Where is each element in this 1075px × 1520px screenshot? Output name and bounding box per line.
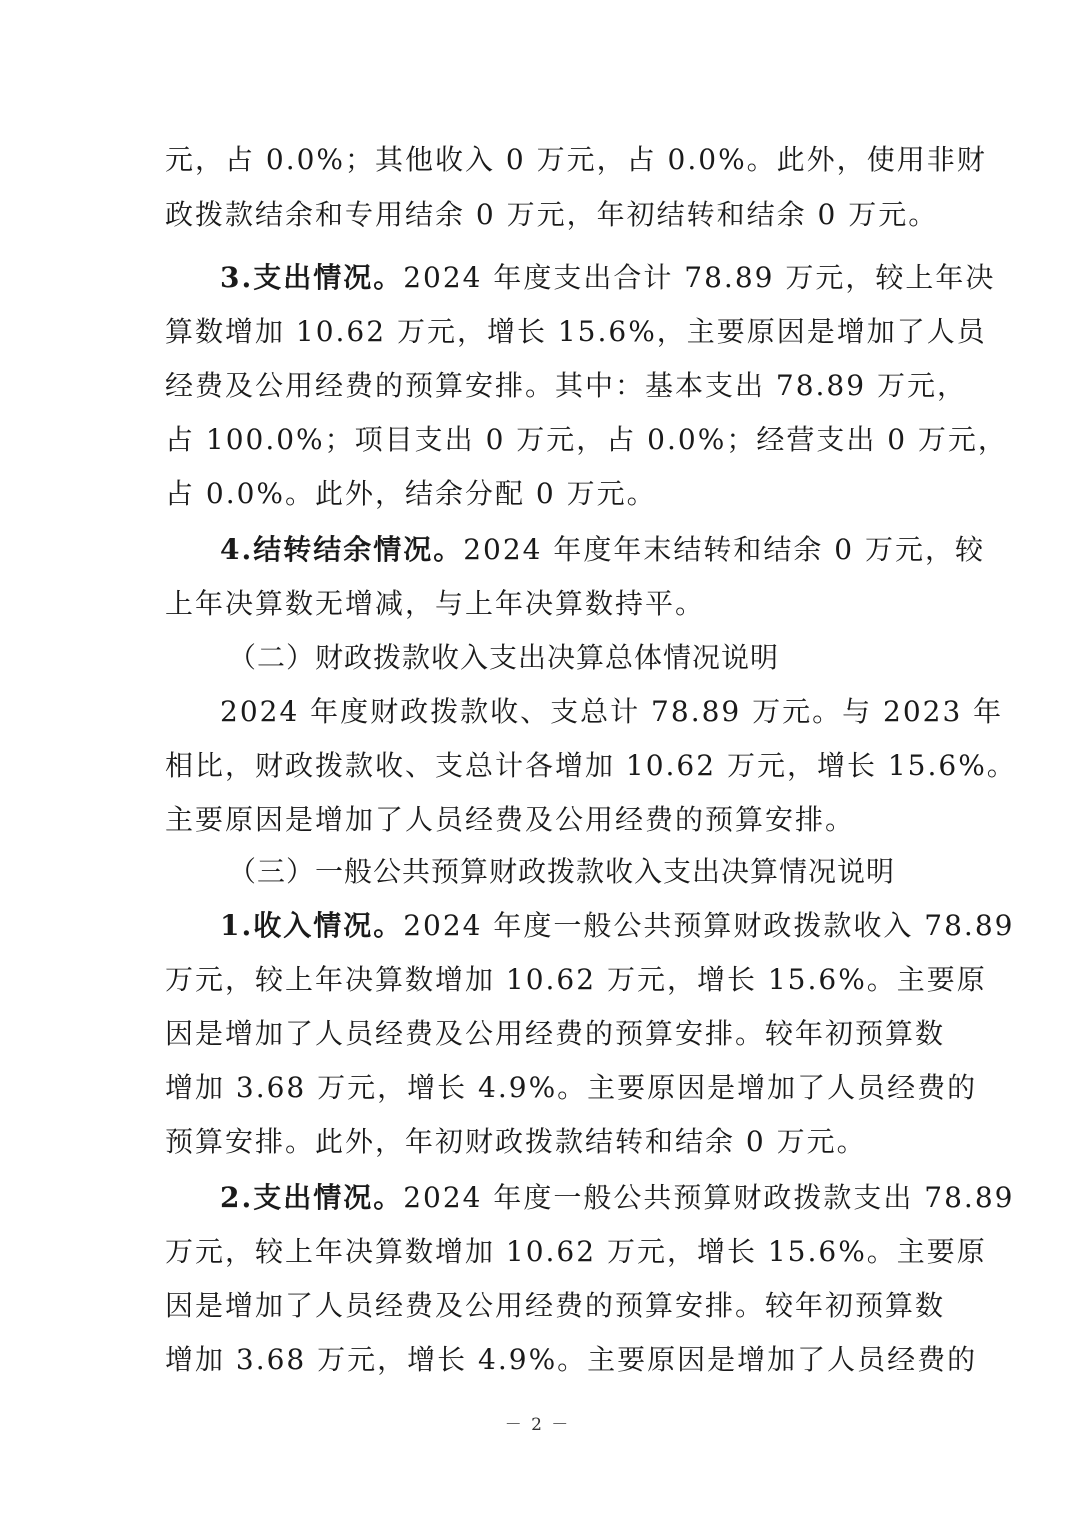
section-heading-2: （二）财政拨款收入支出决算总体情况说明	[228, 641, 780, 674]
text-line: 增加 3.68 万元，增长 4.9%。主要原因是增加了人员经费的	[165, 1343, 978, 1376]
text-line: 政拨款结余和专用结余 0 万元，年初结转和结余 0 万元。	[165, 198, 939, 231]
paragraph-first-line	[220, 258, 995, 298]
text-line: 万元，较上年决算数增加 10.62 万元，增长 15.6%。主要原	[165, 1235, 987, 1268]
text-line: 元，占 0.0%；其他收入 0 万元，占 0.0%。此外，使用非财	[165, 143, 987, 176]
text-line: 2024 年度财政拨款收、支总计 78.89 万元。与 2023 年	[220, 695, 1004, 728]
text-line: 因是增加了人员经费及公用经费的预算安排。较年初预算数	[165, 1289, 946, 1322]
paragraph-first-line	[220, 906, 1014, 946]
text-line: 万元，较上年决算数增加 10.62 万元，增长 15.6%。主要原	[165, 963, 987, 996]
section-heading-expenditure: 3.支出情况。	[220, 261, 404, 294]
section-heading-carryover: 4.结转结余情况。	[220, 533, 464, 566]
text-line: 占 0.0%。此外，结余分配 0 万元。	[165, 477, 657, 510]
section-heading-income: 1.收入情况。	[220, 909, 404, 942]
text-line: 算数增加 10.62 万元，增长 15.6%，主要原因是增加了人员	[165, 315, 987, 348]
text-line: 上年决算数无增减，与上年决算数持平。	[165, 587, 706, 620]
page-number: － 2 －	[504, 1415, 571, 1435]
paragraph-first-line	[220, 1178, 1014, 1218]
text-line: 占 100.0%；项目支出 0 万元，占 0.0%；经营支出 0 万元，	[165, 423, 1008, 456]
text-run: 2024 年度支出合计 78.89 万元，较上年决	[403, 261, 996, 294]
text-run: 2024 年度一般公共预算财政拨款收入 78.89	[403, 909, 1015, 942]
text-line: 预算安排。此外，年初财政拨款结转和结余 0 万元。	[165, 1125, 867, 1158]
text-line: 经费及公用经费的预算安排。其中：基本支出 78.89 万元，	[165, 369, 967, 402]
text-line: 增加 3.68 万元，增长 4.9%。主要原因是增加了人员经费的	[165, 1071, 978, 1104]
paragraph-first-line	[220, 530, 985, 570]
text-line: 主要原因是增加了人员经费及公用经费的预算安排。	[165, 803, 856, 836]
text-run: 2024 年度年末结转和结余 0 万元，较	[463, 533, 986, 566]
text-run: 2024 年度一般公共预算财政拨款支出 78.89	[403, 1181, 1015, 1214]
text-line: 相比，财政拨款收、支总计各增加 10.62 万元，增长 15.6%。	[165, 749, 1017, 782]
text-line: 因是增加了人员经费及公用经费的预算安排。较年初预算数	[165, 1017, 946, 1050]
section-heading-3: （三）一般公共预算财政拨款收入支出决算情况说明	[228, 855, 896, 888]
section-heading-expenditure-2: 2.支出情况。	[220, 1181, 404, 1214]
